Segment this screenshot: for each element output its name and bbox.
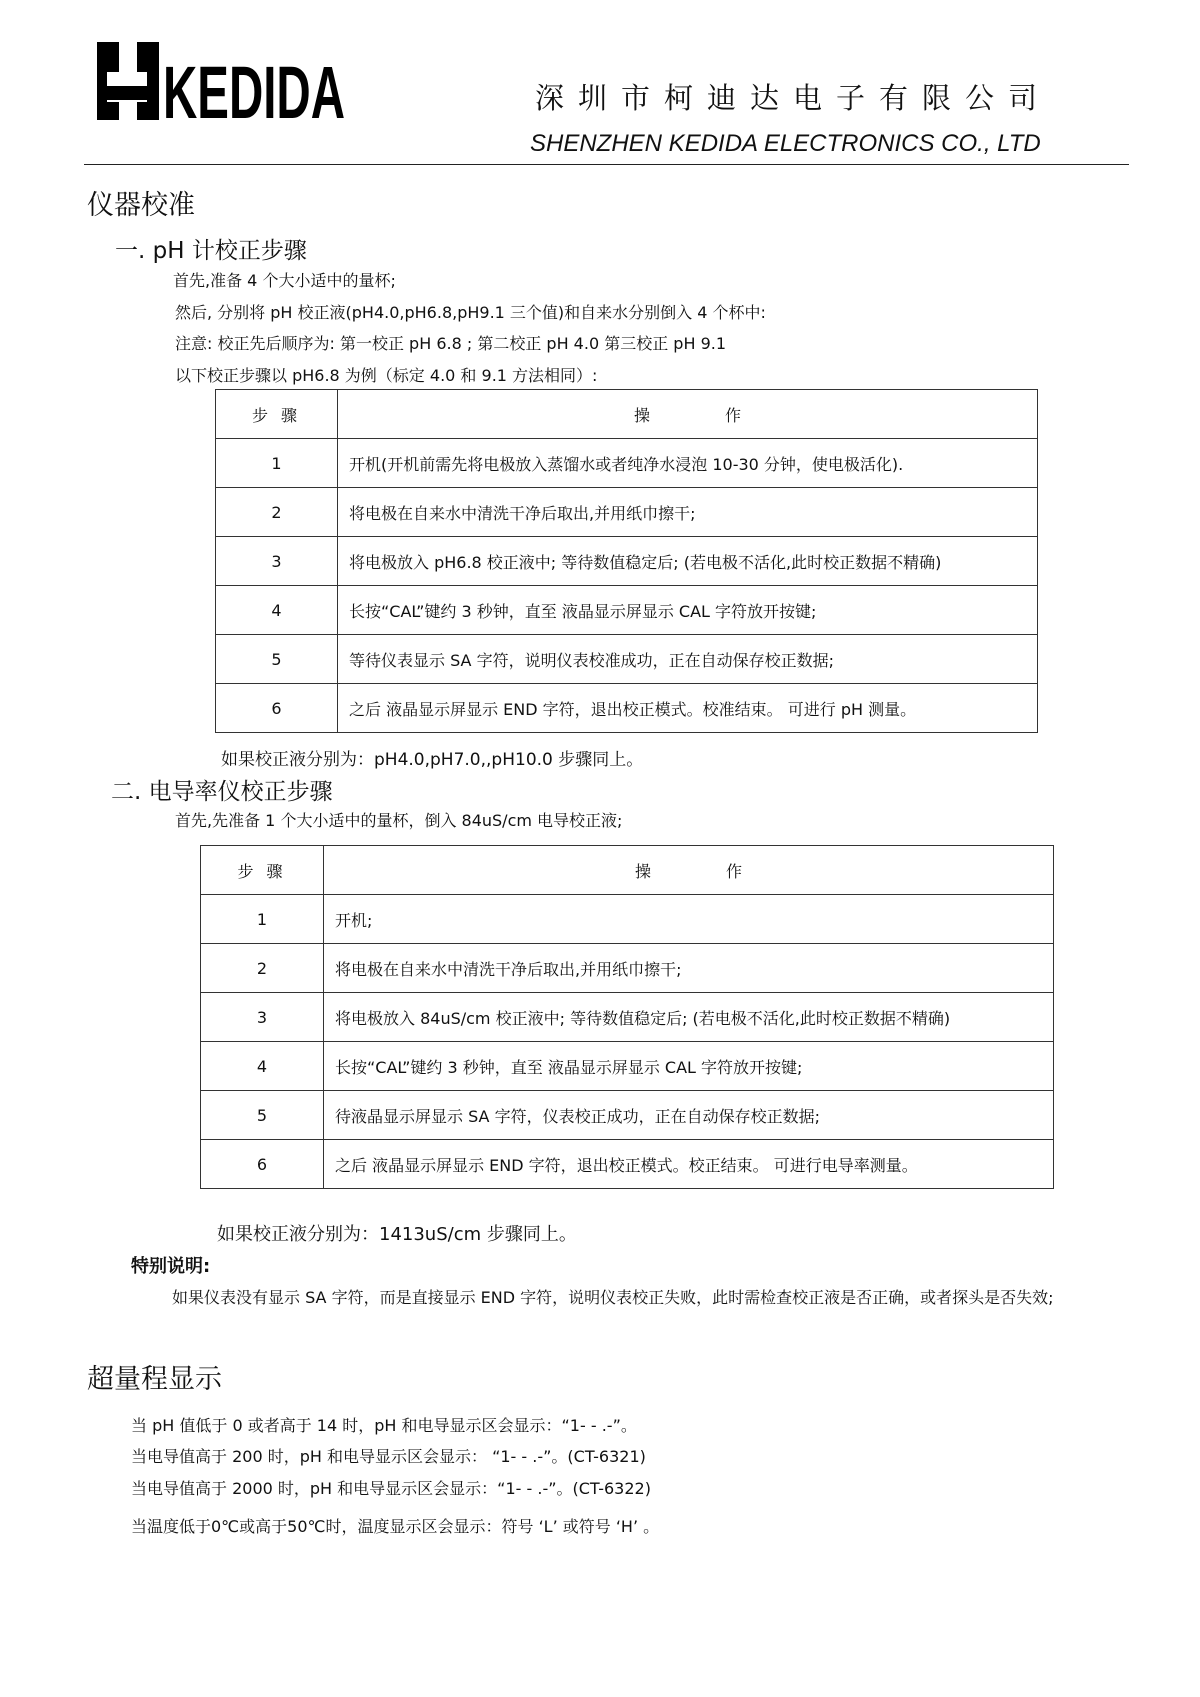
step-number: 4 — [216, 586, 338, 635]
column-header-step: 步 骤 — [201, 846, 324, 895]
column-header-operation: 操 作 — [324, 846, 1054, 895]
svg-text:KEDIDA: KEDIDA — [163, 51, 345, 134]
step-operation: 开机; — [324, 895, 1054, 944]
ph-note: 如果校正液分别为：pH4.0,pH7.0,,pH10.0 步骤同上。 — [221, 750, 644, 770]
ph-intro-line: 然后, 分别将 pH 校正液(pH4.0,pH6.8,pH9.1 三个值)和自来水分别倒入 4 个杯中: — [175, 303, 766, 322]
step-operation: 之后 液晶显示屏显示 END 字符，退出校正模式。校准结束。 可进行 pH 测量。 — [338, 684, 1038, 733]
step-number: 3 — [201, 993, 324, 1042]
ph-intro-line: 以下校正步骤以 pH6.8 为例（标定 4.0 和 9.1 方法相同）: — [175, 366, 598, 385]
step-operation: 等待仪表显示 SA 字符，说明仪表校准成功，正在自动保存校正数据; — [338, 635, 1038, 684]
overrange-line: 当电导值高于 200 时，pH 和电导显示区会显示： “1- - .-”。(CT-6321) — [131, 1447, 646, 1466]
special-note-text: 如果仪表没有显示 SA 字符，而是直接显示 END 字符，说明仪表校正失败，此时需检查校正液是否正确，或者探头是否失效; — [172, 1288, 1054, 1307]
column-header-step: 步 骤 — [216, 390, 338, 439]
table-header-row — [216, 390, 1038, 439]
column-header-operation: 操 作 — [338, 390, 1038, 439]
step-number: 2 — [216, 488, 338, 537]
kedida-logo — [97, 42, 347, 134]
table-row — [216, 684, 1038, 733]
step-number: 5 — [201, 1091, 324, 1140]
step-number: 5 — [216, 635, 338, 684]
table-row — [216, 537, 1038, 586]
table-row — [216, 635, 1038, 684]
ec-intro-line: 首先,先准备 1 个大小适中的量杯，倒入 84uS/cm 电导校正液; — [175, 811, 623, 830]
step-number: 6 — [201, 1140, 324, 1189]
step-operation: 将电极放入 84uS/cm 校正液中; 等待数值稳定后; (若电极不活化,此时校正数据不精确) — [324, 993, 1054, 1042]
table-row — [201, 1091, 1054, 1140]
step-operation: 长按“CAL”键约 3 秒钟，直至 液晶显示屏显示 CAL 字符放开按键; — [338, 586, 1038, 635]
ec-steps-table — [200, 845, 1054, 1189]
section-title-overrange: 超量程显示 — [87, 1364, 222, 1395]
step-operation: 将电极在自来水中清洗干净后取出,并用纸巾擦干; — [338, 488, 1038, 537]
step-number: 3 — [216, 537, 338, 586]
special-note-title: 特别说明: — [131, 1256, 211, 1277]
ec-note: 如果校正液分别为：1413uS/cm 步骤同上。 — [217, 1224, 577, 1245]
table-row — [216, 586, 1038, 635]
step-operation: 待液晶显示屏显示 SA 字符，仪表校正成功，正在自动保存校正数据; — [324, 1091, 1054, 1140]
overrange-line: 当电导值高于 2000 时，pH 和电导显示区会显示：“1- - .-”。(CT-6322) — [131, 1479, 651, 1498]
table-row — [201, 993, 1054, 1042]
step-number: 1 — [201, 895, 324, 944]
step-number: 2 — [201, 944, 324, 993]
ph-intro-line: 注意: 校正先后顺序为: 第一校正 pH 6.8 ; 第二校正 pH 4.0 第三校正 pH 9.1 — [175, 334, 727, 353]
company-name-cn: 深圳市柯迪达电子有限公司 — [535, 81, 1052, 115]
ph-steps-table — [215, 389, 1038, 733]
step-number: 4 — [201, 1042, 324, 1091]
company-name-en: SHENZHEN KEDIDA ELECTRONICS CO., LTD — [530, 130, 1041, 157]
step-operation: 将电极在自来水中清洗干净后取出,并用纸巾擦干; — [324, 944, 1054, 993]
step-operation: 开机(开机前需先将电极放入蒸馏水或者纯净水浸泡 10-30 分钟，使电极活化). — [338, 439, 1038, 488]
step-operation: 将电极放入 pH6.8 校正液中; 等待数值稳定后; (若电极不活化,此时校正数据不精确) — [338, 537, 1038, 586]
table-row — [216, 439, 1038, 488]
step-number: 6 — [216, 684, 338, 733]
step-number: 1 — [216, 439, 338, 488]
step-operation: 长按“CAL”键约 3 秒钟，直至 液晶显示屏显示 CAL 字符放开按键; — [324, 1042, 1054, 1091]
ec-heading: 二. 电导率仪校正步骤 — [111, 779, 333, 805]
section-title-calibration: 仪器校准 — [87, 190, 195, 221]
ph-heading: 一. pH 计校正步骤 — [115, 238, 307, 264]
table-row — [201, 944, 1054, 993]
table-header-row — [201, 846, 1054, 895]
step-operation: 之后 液晶显示屏显示 END 字符，退出校正模式。校正结束。 可进行电导率测量。 — [324, 1140, 1054, 1189]
ph-intro-line: 首先,准备 4 个大小适中的量杯; — [173, 271, 396, 290]
overrange-line: 当温度低于0℃或高于50℃时，温度显示区会显示：符号 ‘L’ 或符号 ‘H’ 。 — [131, 1517, 660, 1536]
header-divider — [84, 164, 1129, 165]
table-row — [201, 895, 1054, 944]
table-row — [216, 488, 1038, 537]
table-row — [201, 1140, 1054, 1189]
table-row — [201, 1042, 1054, 1091]
overrange-line: 当 pH 值低于 0 或者高于 14 时，pH 和电导显示区会显示：“1- - .-”。 — [131, 1416, 637, 1435]
